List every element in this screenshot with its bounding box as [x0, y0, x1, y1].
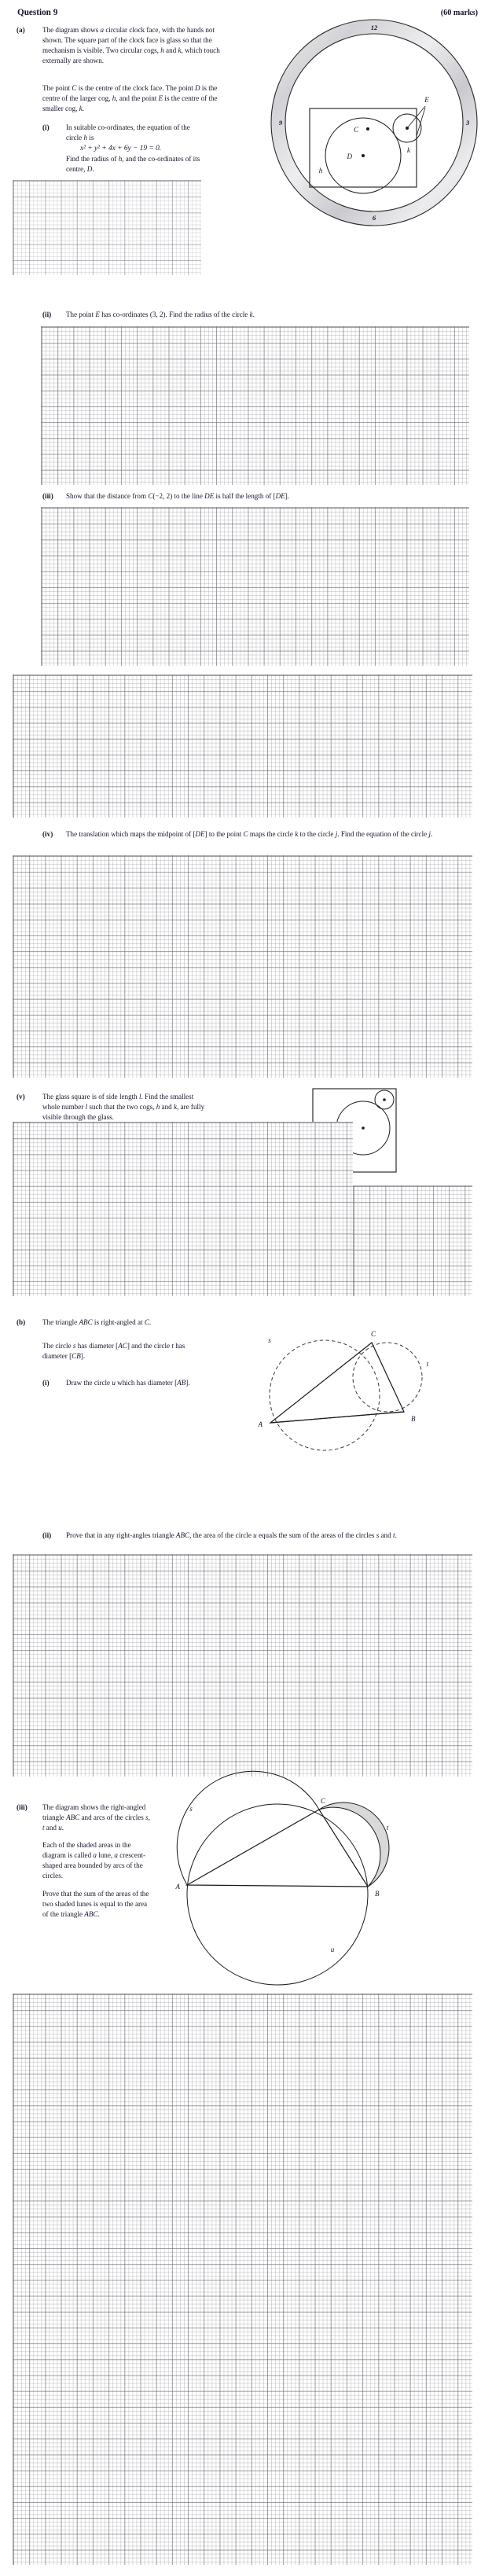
vertex-C-label-lunes: C	[320, 1797, 326, 1805]
part-a-intro-2: The point C is the centre of the clock face. The point D is the centre of the larger cog, h, and the point E is the centre of the smaller cog, k.	[42, 84, 218, 112]
circle-s	[270, 1340, 380, 1450]
item-b-i-text: Draw the circle u which has diameter [AB].	[66, 1379, 190, 1387]
item-a-iii-text: Show that the distance from C(−2, 2) to the line DE is half the length of [DE].	[66, 492, 289, 500]
clock-diagram	[266, 14, 483, 231]
answer-grid-b-ii[interactable]	[13, 1554, 472, 1777]
part-b-intro-2: The circle s has diameter [AC] and the circle t has diameter [CB].	[42, 1342, 185, 1360]
item-b-iii-text-2: Each of the shaded areas in the diagram is called a lune, a crescent-shaped area bounded by arcs of the circles.	[42, 1841, 146, 1880]
vertex-C-label: C	[370, 1330, 376, 1338]
hour-mark-9: 9	[278, 119, 283, 127]
item-b-i-label: (i)	[42, 1379, 50, 1387]
item-a-ii-label: (ii)	[42, 311, 52, 318]
part-b-intro-1: The triangle ABC is right-angled at C.	[42, 1318, 152, 1326]
circle-t-label-lunes: t	[386, 1824, 389, 1832]
item-a-i-text-before: In suitable co-ordinates, the equation of the circle h is	[66, 123, 190, 141]
triangle-ABC-lunes	[187, 1810, 368, 1887]
item-b-iii-text-3: Prove that the sum of the areas of the two shaded lunes is equal to the area of the triangle ABC.	[42, 1890, 149, 1918]
part-a-label: (a)	[17, 26, 25, 34]
item-a-ii-text: The point E has co-ordinates (3, 2). Find the radius of the circle k.	[66, 311, 255, 318]
lunes-svg	[165, 1792, 472, 1965]
answer-grid-a-i[interactable]	[13, 180, 201, 275]
circle-s-label: s	[268, 1336, 271, 1344]
item-a-iv-label: (iv)	[42, 830, 53, 838]
lune-right-shaded	[319, 1802, 389, 1887]
circle-u-label-lunes: u	[330, 1946, 335, 1953]
vertex-B-label: B	[411, 1415, 416, 1423]
answer-grid-a-v-2[interactable]	[353, 1185, 472, 1296]
item-a-iii-label: (iii)	[42, 492, 53, 500]
point-C-dot	[366, 127, 369, 130]
vertex-A-label: A	[258, 1420, 263, 1428]
answer-grid-a-v-1[interactable]	[13, 1122, 353, 1296]
marks-total: (60 marks)	[440, 9, 478, 17]
circle-s-label-lunes: s	[189, 1805, 193, 1813]
part-a-intro-1: The diagram shows a circular clock face, with the hands not shown. The square part of the clock face is glass so that the mechanism is visible. Two circular cogs, h and k, which touch externally are shown.	[42, 26, 220, 64]
page-title: Question 9	[17, 8, 58, 17]
vertex-B-label-lunes: B	[375, 1890, 380, 1898]
part-b-label: (b)	[17, 1318, 26, 1326]
item-b-ii-text: Prove that in any right-angles triangle ABC, the area of the circle u equals the sum of the areas of the circles s and t.	[66, 1531, 397, 1539]
vertex-A-label-lunes: A	[175, 1883, 180, 1891]
cog-h-label: h	[318, 167, 323, 175]
item-a-iv-text: The translation which maps the midpoint of [DE] to the point C maps the circle k to the circle j. Find the equation of the circle j.	[66, 830, 433, 838]
square-big-circle-centre	[362, 1126, 365, 1130]
hour-mark-12: 12	[370, 24, 378, 31]
hour-mark-6: 6	[372, 214, 376, 222]
point-E-label: E	[424, 96, 429, 104]
lunes-figure	[165, 1792, 472, 1965]
point-D-label: D	[347, 153, 352, 160]
triangle-circles-figure	[228, 1314, 464, 1472]
item-a-i-text-after: Find the radius of h, and the co-ordinates of its centre, D.	[66, 155, 200, 173]
hour-mark-3: 3	[465, 119, 470, 127]
point-C-label: C	[353, 126, 358, 134]
item-a-v-label: (v)	[17, 1093, 25, 1101]
item-a-i-equation: x² + y² + 4x + 6y − 19 = 0.	[80, 145, 162, 153]
clock-svg	[266, 14, 483, 231]
answer-grid-a-iii-1[interactable]	[41, 507, 469, 666]
item-a-i-label: (i)	[42, 123, 50, 131]
clock-rim-inner	[285, 34, 463, 211]
circle-u	[187, 1804, 368, 1985]
side-AB	[270, 1412, 404, 1423]
answer-grid-a-iii-2[interactable]	[13, 674, 472, 818]
lune-left-shaded	[177, 1771, 319, 1885]
item-b-ii-label: (ii)	[42, 1531, 52, 1539]
answer-grid-a-ii[interactable]	[41, 326, 469, 485]
point-D-dot	[362, 154, 365, 157]
item-b-iii-text-1: The diagram shows the right-angled triangle ABC and arcs of the circles s, t and u.	[42, 1803, 150, 1832]
item-a-v-text: The glass square is of side length l. Find the smallest whole number l such that the two cogs, h and k, are fully visible through the glass.	[42, 1093, 205, 1121]
item-b-iii-label: (iii)	[17, 1803, 28, 1811]
cog-k-label: k	[407, 146, 410, 154]
answer-grid-a-iv[interactable]	[13, 855, 472, 1078]
circle-t-label: t	[426, 1360, 429, 1368]
square-small-circle-centre	[383, 1098, 386, 1101]
triangle-ABC	[270, 1343, 404, 1423]
answer-grid-b-iii[interactable]	[13, 1994, 472, 2565]
triangle-circles-svg	[228, 1314, 464, 1472]
